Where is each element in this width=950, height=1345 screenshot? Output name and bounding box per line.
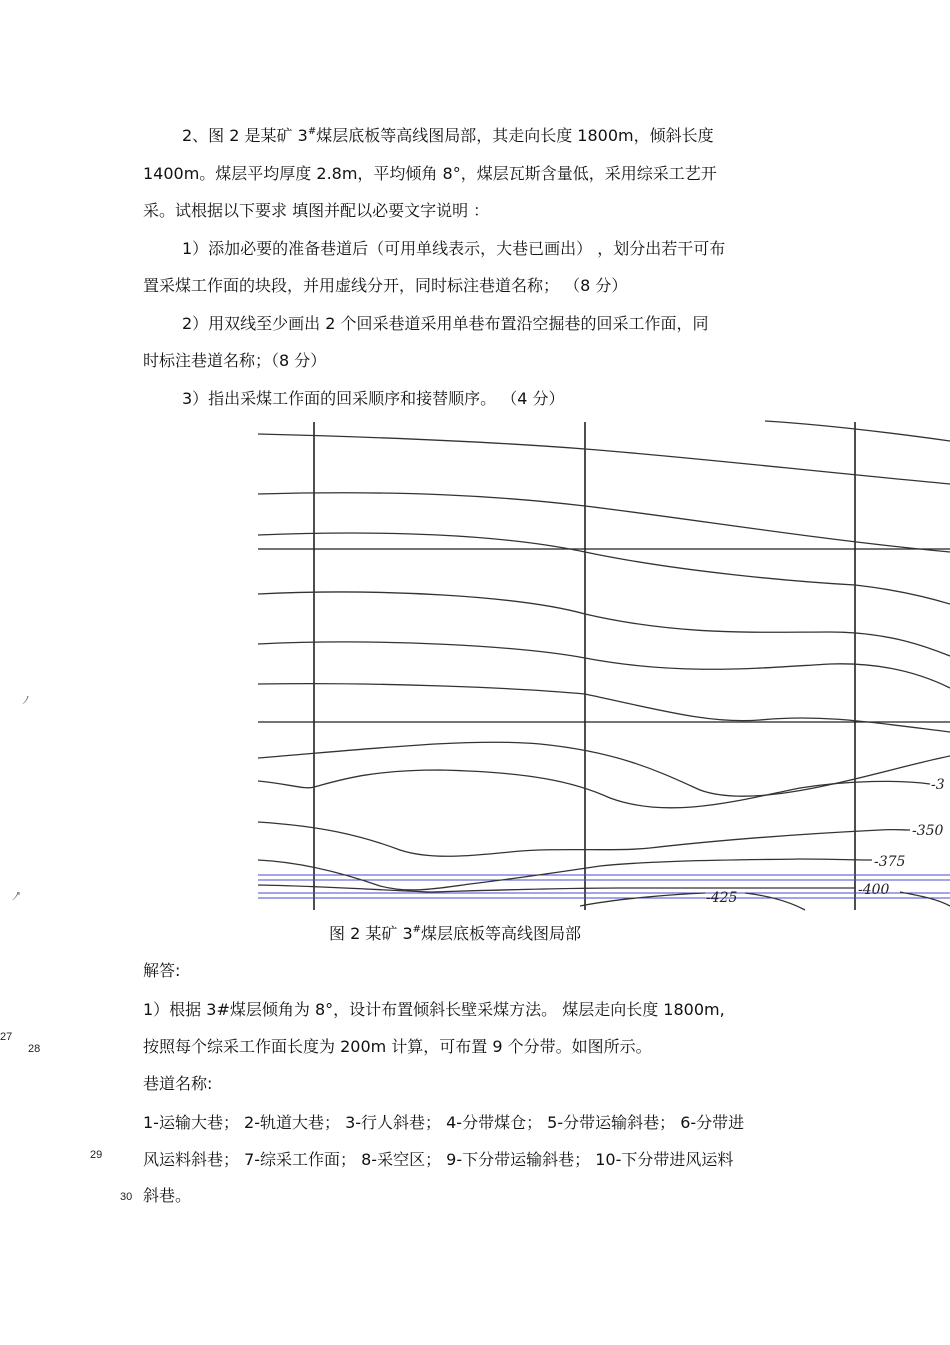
question-line-2: 1400m。煤层平均厚度 2.8m，平均倾角 8°，煤层瓦斯含量低，采用综采工艺开 xyxy=(143,164,717,183)
requirement-2-line-2: 时标注巷道名称；（8 分） xyxy=(143,351,327,370)
roadway-list-line-3: 斜巷。 xyxy=(143,1186,192,1205)
contour-label: -400 xyxy=(858,882,890,898)
contour-line xyxy=(258,770,930,808)
question-text-part: 煤层底板等高线图局部，其走向长度 1800m，倾斜长度 xyxy=(316,126,714,145)
contour-line xyxy=(258,592,950,656)
answer-heading: 解答: xyxy=(143,961,181,980)
margin-line-number: 30 xyxy=(120,1191,133,1203)
question-text-part: 2、图 2 是某矿 3 xyxy=(182,126,308,145)
figure-caption xyxy=(329,924,581,947)
contour-line xyxy=(258,859,872,890)
requirement-2-line-1: 2）用双线至少画出 2 个回采巷道采用单巷布置沿空掘巷的回采工作面，同 xyxy=(182,314,709,333)
roadway-list-line-1: 1-运输大巷； 2-轨道大巷； 3-行人斜巷； 4-分带煤仓； 5-分带运输斜巷； 6-分带进 xyxy=(143,1113,745,1132)
contour-line xyxy=(258,684,950,732)
contour-line xyxy=(258,533,950,604)
caption-text-part: 煤层底板等高线图局部 xyxy=(421,924,582,943)
contour-line xyxy=(765,421,950,441)
caption-text-part: 图 2 某矿 3 xyxy=(329,924,413,943)
requirement-1-line-2: 置采煤工作面的块段，并用虚线分开，同时标注巷道名称； （8 分） xyxy=(143,276,628,295)
margin-line-number: 29 xyxy=(90,1149,103,1161)
contour-line xyxy=(258,885,855,892)
superscript-mark: # xyxy=(412,924,422,935)
contour-line xyxy=(580,893,705,906)
stray-mark: ﾉ xyxy=(22,694,28,707)
contour-label: -3 xyxy=(931,777,945,793)
stray-mark: ﾉ' xyxy=(12,890,21,903)
contour-label: -425 xyxy=(706,890,738,906)
requirement-3: 3）指出采煤工作面的回采顺序和接替顺序。 （4 分） xyxy=(182,389,565,408)
question-line-1 xyxy=(182,126,714,149)
answer-1-line-1: 1）根据 3#煤层倾角为 8°，设计布置倾斜长壁采煤方法。 煤层走向长度 1800m, xyxy=(143,1000,725,1019)
margin-line-number: 27 xyxy=(0,1031,13,1043)
contour-line xyxy=(745,893,805,910)
roadway-heading: 巷道名称: xyxy=(143,1074,213,1093)
contour-line xyxy=(258,822,910,856)
question-line-3: 采。试根据以下要求 填图并配以必要文字说明 ： xyxy=(143,201,490,220)
answer-1-line-2: 按照每个综采工作面长度为 200m 计算，可布置 9 个分带。如图所示。 xyxy=(143,1037,652,1056)
contour-line xyxy=(900,892,950,906)
roadway-list-line-2: 风运料斜巷； 7-综采工作面； 8-采空区； 9-下分带运输斜巷； 10-下分带进风运料 xyxy=(143,1150,734,1169)
contour-line xyxy=(258,434,950,484)
superscript-mark: # xyxy=(307,126,317,137)
contour-line xyxy=(258,742,950,796)
contour-line xyxy=(258,642,950,688)
contour-label: -375 xyxy=(874,854,906,870)
contour-map-figure xyxy=(0,415,950,915)
contour-line xyxy=(258,493,950,552)
margin-line-number: 28 xyxy=(28,1043,41,1055)
requirement-1-line-1: 1）添加必要的准备巷道后（可用单线表示，大巷已画出） ，划分出若干可布 xyxy=(182,239,726,258)
contour-label: -350 xyxy=(912,823,944,839)
